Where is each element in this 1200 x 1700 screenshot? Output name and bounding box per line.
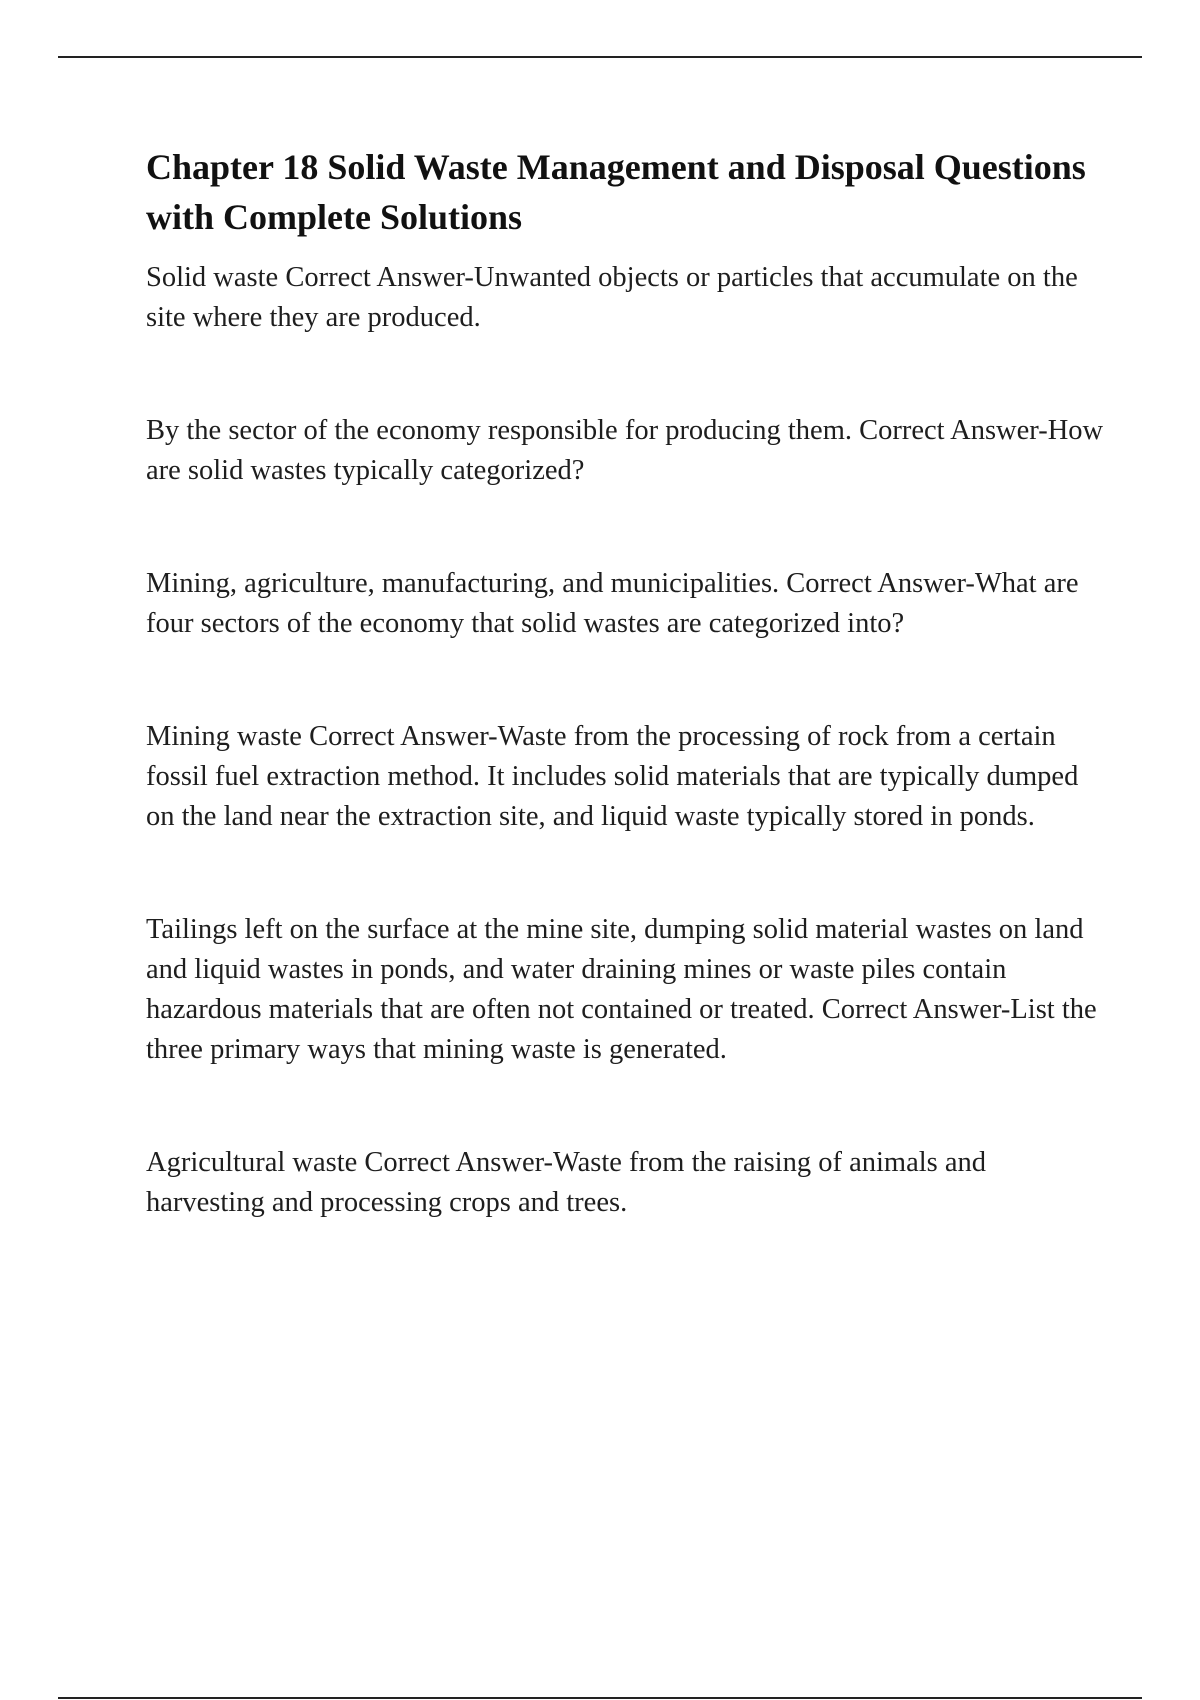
footer-rule <box>58 1697 1142 1699</box>
header-rule <box>58 56 1142 58</box>
document-title: Chapter 18 Solid Waste Management and Disposal Questions with Complete Solutions <box>146 147 1086 237</box>
qa-entry: Mining waste Correct Answer-Waste from the processing of rock from a certain fossil fuel extraction method. It includes solid materials that are typically dumped on the land near the extraction site, and liquid waste typically stored in ponds. <box>146 721 1079 832</box>
qa-entry: By the sector of the economy responsible for producing them. Correct Answer-How are solid wastes typically categorized? <box>146 415 1104 486</box>
qa-entry: Tailings left on the surface at the mine site, dumping solid material wastes on land and liquid wastes in ponds, and water draining mines or waste piles contain hazardous materials that are often not contained or treated. Correct Answer-List the three primary ways that mining waste is generated. <box>146 914 1097 1065</box>
document-body <box>146 142 1106 1223</box>
qa-entry: Agricultural waste Correct Answer-Waste from the raising of animals and harvesting and processing crops and trees. <box>146 1147 986 1218</box>
qa-entry: Mining, agriculture, manufacturing, and municipalities. Correct Answer-What are four sectors of the economy that solid wastes are categorized into? <box>146 568 1079 639</box>
qa-entry: Solid waste Correct Answer-Unwanted objects or particles that accumulate on the site where they are produced. <box>146 262 1078 333</box>
